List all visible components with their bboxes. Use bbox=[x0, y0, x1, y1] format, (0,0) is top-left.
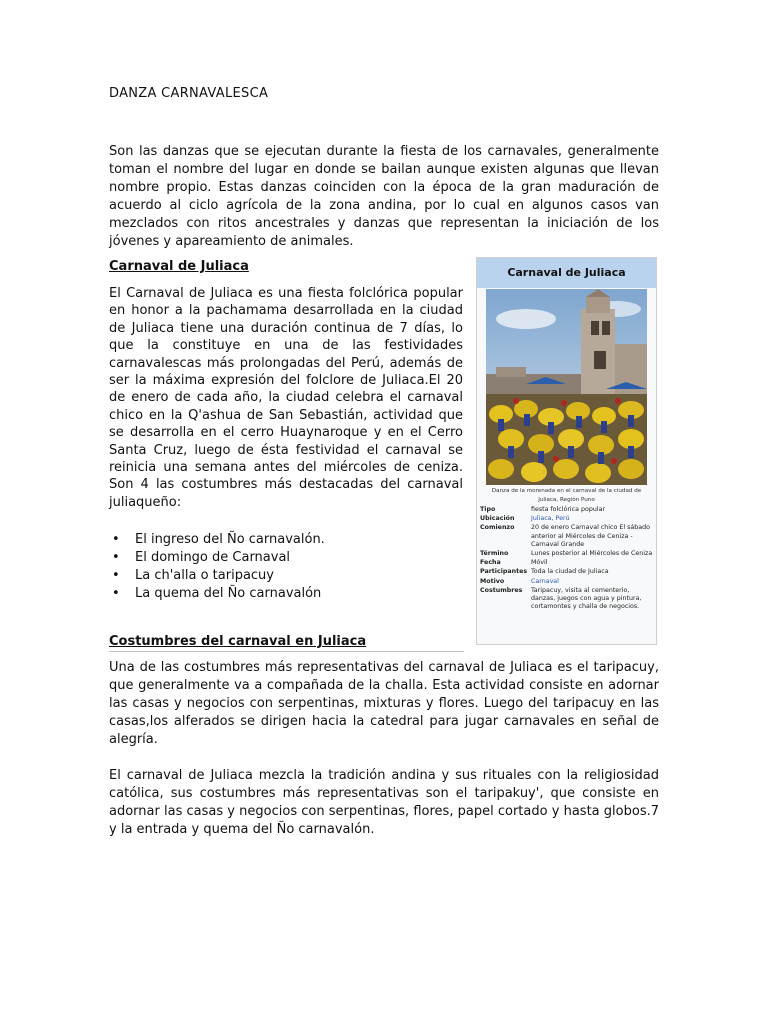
infobox-value: Móvil bbox=[531, 559, 548, 567]
document-title: DANZA CARNAVALESCA bbox=[109, 86, 269, 101]
infobox-key: Participantes bbox=[480, 568, 528, 576]
divider bbox=[109, 651, 464, 652]
infobox-value: Lunes posterior al Miércoles de Ceniza bbox=[531, 550, 653, 558]
infobox-key: Término bbox=[480, 550, 509, 558]
infobox-key: Costumbres bbox=[480, 586, 523, 594]
carnaval-paragraph: El Carnaval de Juliaca es una fiesta folclórica popular en honor a la pachamama desarrollada en la ciudad de Juliaca tiene una duración continua de 7 días, lo que la constituye en una de las festividades carnavalescas más prolongadas del Perú, además de ser la máxima expresión del folclore de Juliaca.El 20 de enero de cada año, la ciudad celebra el carnaval chico en la Q'ashua de San Sebastián, actividad que se desarrolla en el cerro Huaynaroque y en el Cerro Santa Cruz, luego de ésta festividad el carnaval se reinicia una semana antes del miércoles de ceniza. Son 4 las costumbres más destacadas del carnaval juliaqueño: bbox=[109, 286, 463, 510]
bullet-icon: • bbox=[112, 568, 120, 583]
costumbres-paragraph-1: Una de las costumbres más representativas del carnaval de Juliaca es el taripacuy, que generalmente va a compañada de la challa. Esta actividad consiste en adornar las casas y negocios con serpentinas, mixturas y flores. Luego del taripacuy en las casas,los alferados se dirigen hacia la catedral para jugar carnavales en señal de alegría. bbox=[109, 660, 659, 747]
infobox-key: Ubicación bbox=[480, 515, 515, 523]
list-item: • La ch'alla o taripacuy bbox=[112, 568, 274, 583]
infobox-row bbox=[480, 568, 655, 576]
bullet-icon: • bbox=[112, 532, 120, 547]
section-heading-carnaval: Carnaval de Juliaca bbox=[109, 259, 249, 274]
infobox-value: 20 de enero Carnaval chico El sábado anterior al Miércoles de Ceniza - Carnaval Grande bbox=[531, 524, 650, 548]
intro-paragraph: Son las danzas que se ejecutan durante la fiesta de los carnavales, generalmente toman el nombre del lugar en donde se bailan aunque existen algunas que llevan nombre propio. Estas danzas coinciden con la época de la gran maduración de acuerdo al ciclo agrícola de la zona andina, por lo cual en algunos casos van mezclados con ritos ancestrales y danzas que representan la iniciación de los jóvenes y apareamiento de animales. bbox=[109, 144, 659, 249]
photo-caption: Danza de la morenada en el carnaval de la ciudad de Juliaca, Región Puno bbox=[491, 488, 642, 503]
costumbres-list bbox=[109, 531, 463, 603]
infobox-value: Taripacuy, visita al cementerio, danzas, juegos con agua y pintura, cortamontes y challa de negocios. bbox=[531, 586, 642, 611]
infobox-title: Carnaval de Juliaca bbox=[477, 258, 656, 288]
infobox-value[interactable]: Carnaval bbox=[531, 577, 559, 585]
infobox-row bbox=[480, 550, 655, 558]
costumbres-paragraph-2: El carnaval de Juliaca mezcla la tradición andina y sus rituales con la religiosidad católica, sus costumbres más representativas son el taripakuy', que consiste en adornar las casas y negocios con serpentinas, flores, papel cortado y hasta globos.7 y la entrada y quema del Ño carnavalón. bbox=[109, 768, 659, 837]
carnival-photo bbox=[486, 289, 647, 485]
infobox-value: Toda la ciudad de Juliaca bbox=[531, 568, 609, 576]
infobox-row bbox=[480, 524, 655, 549]
infobox-row bbox=[480, 515, 655, 523]
bullet-icon: • bbox=[112, 550, 120, 565]
infobox-key: Tipo bbox=[480, 506, 496, 513]
bullet-icon: • bbox=[112, 586, 120, 601]
section-heading-costumbres: Costumbres del carnaval en Juliaca bbox=[109, 634, 367, 649]
infobox-row bbox=[480, 587, 655, 612]
list-item: • La quema del Ño carnavalón bbox=[112, 586, 322, 601]
list-item: • El domingo de Carnaval bbox=[112, 550, 291, 565]
infobox-row bbox=[480, 578, 655, 586]
infobox-row bbox=[480, 506, 655, 514]
infobox-table bbox=[480, 506, 655, 612]
infobox-value[interactable]: Juliaca, Perú bbox=[531, 515, 570, 523]
infobox bbox=[476, 257, 657, 645]
infobox-row bbox=[480, 559, 655, 567]
infobox-key: Fecha bbox=[480, 559, 501, 567]
infobox-key: Motivo bbox=[480, 577, 505, 585]
infobox-value: fiesta folclórica popular bbox=[531, 506, 606, 513]
list-item: • El ingreso del Ño carnavalón. bbox=[112, 532, 325, 547]
infobox-key: Comienzo bbox=[480, 524, 515, 532]
